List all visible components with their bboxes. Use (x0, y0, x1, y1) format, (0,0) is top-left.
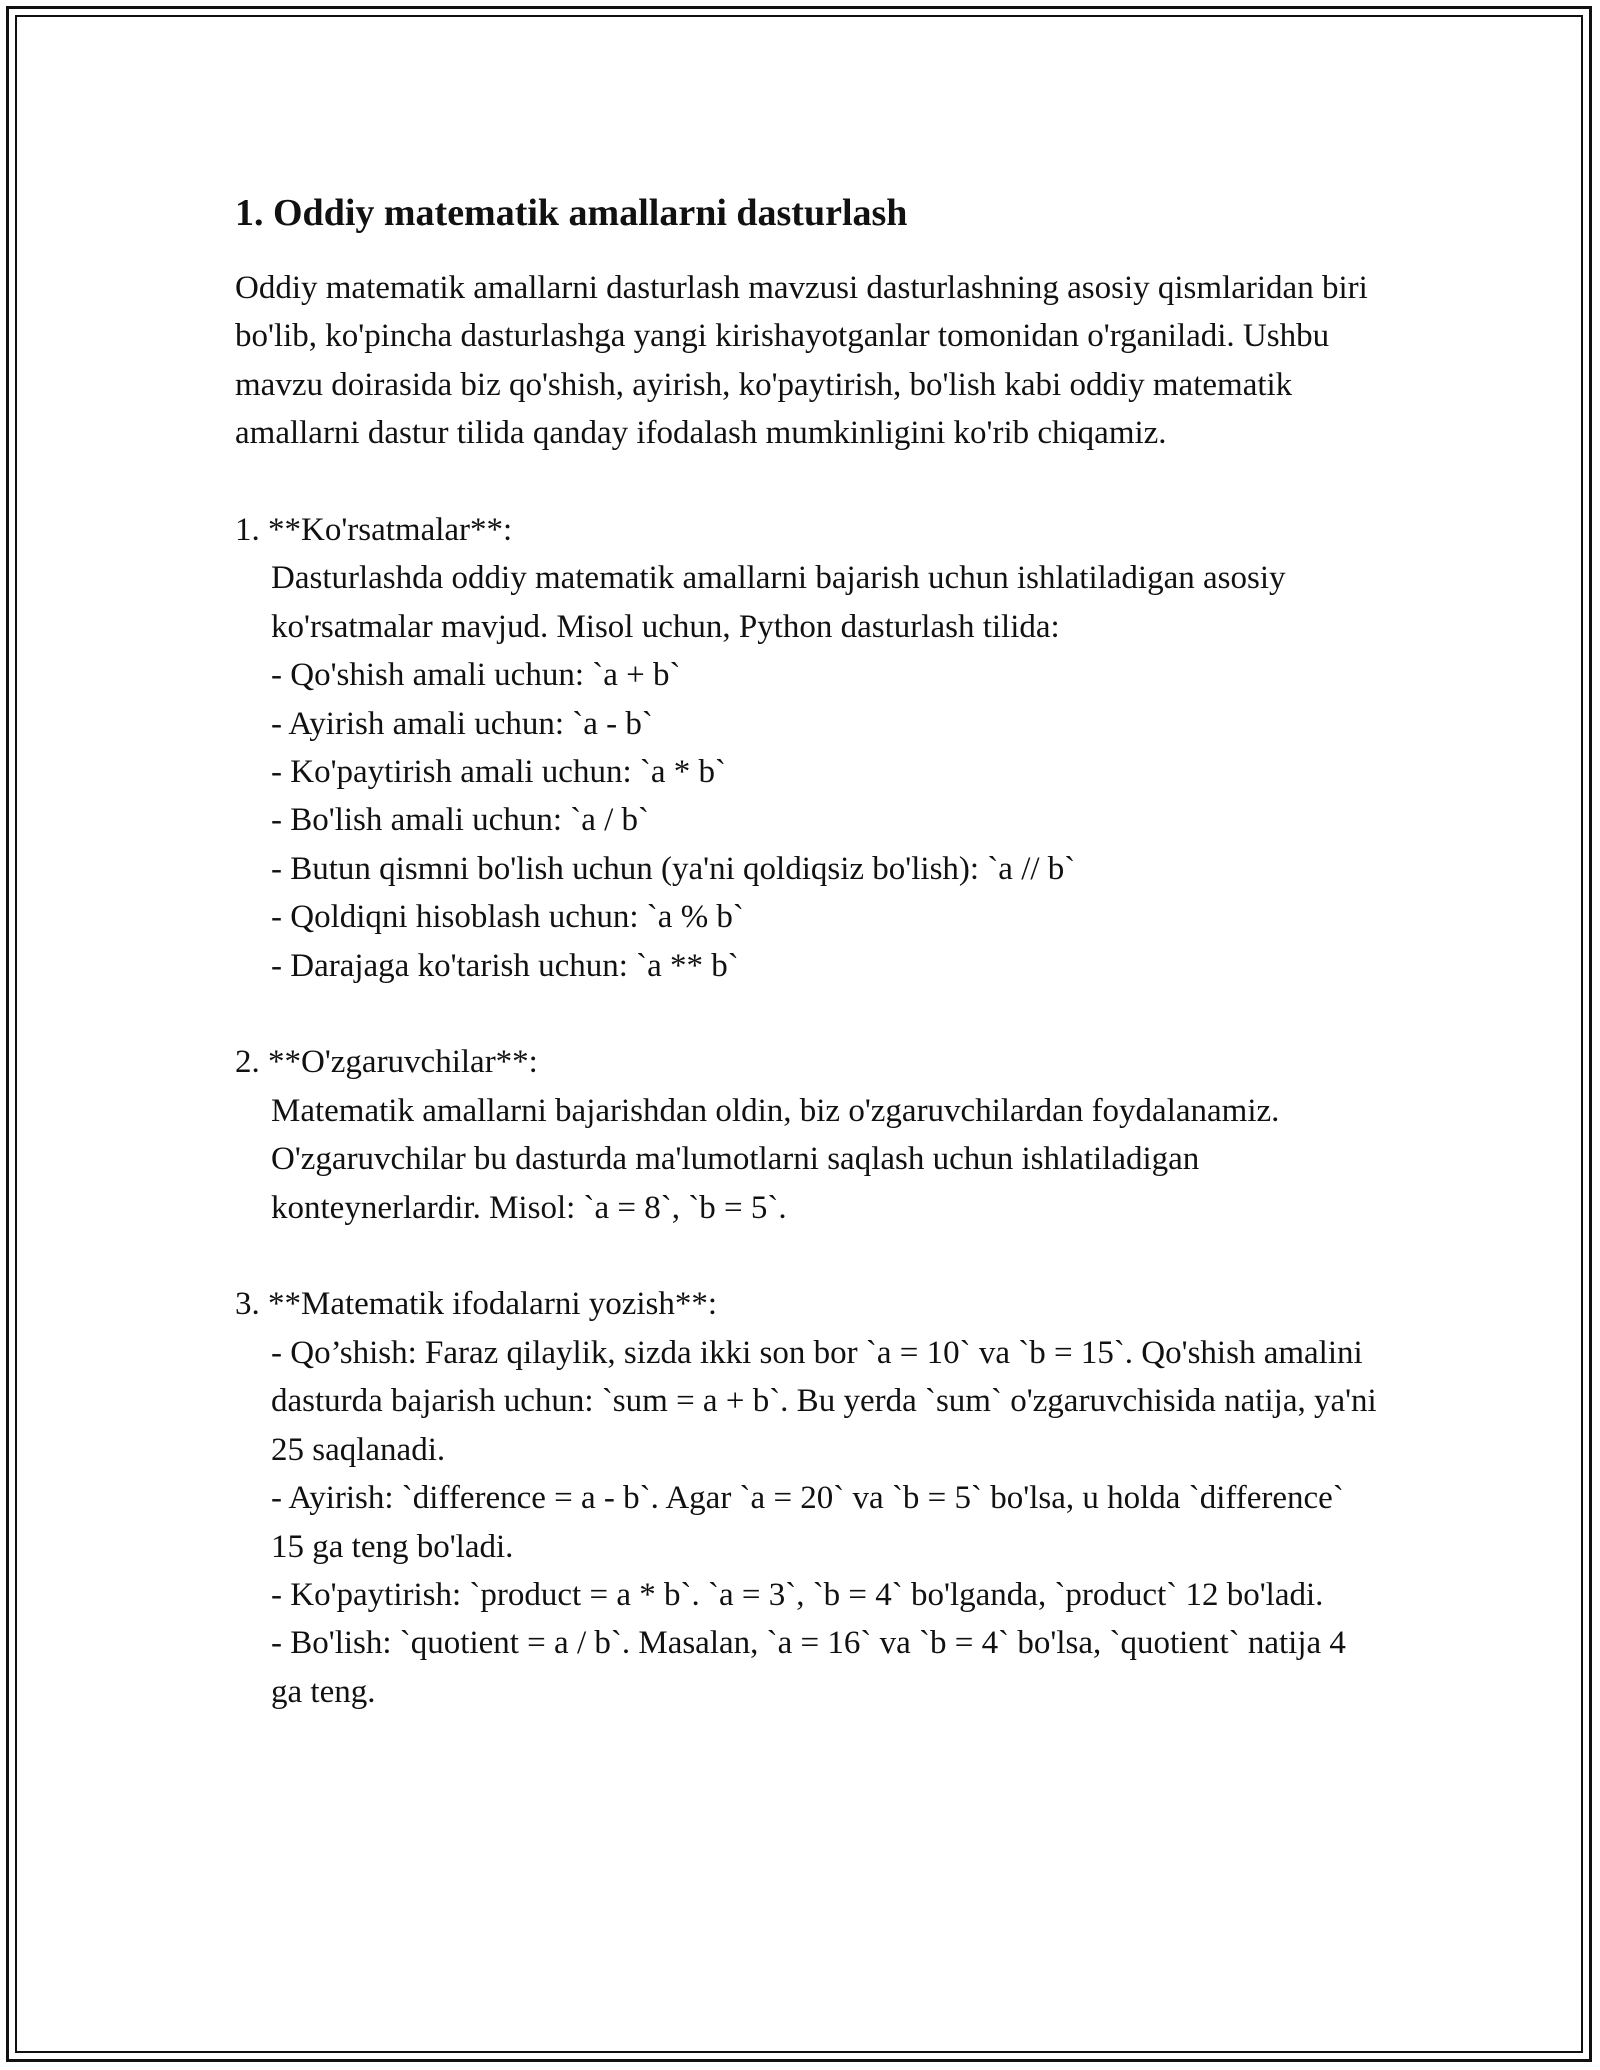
section-1-item: - Qo'shish amali uchun: `a + b` (271, 657, 681, 694)
section-1-text: Dasturlashda oddiy matematik amallarni bajarish uchun ishlatiladigan asosiy ko'rsatmalar mavjud. Misol uchun, Python dasturlash tilida: (271, 560, 1286, 645)
section-3-heading: 3. **Matematik ifodalarni yozish**: (235, 1286, 718, 1323)
section-1-item: - Darajaga ko'tarish uchun: `a ** b` (271, 947, 739, 984)
section-1-item: - Butun qismni bo'lish uchun (ya'ni qoldiqsiz bo'lish): `a // b` (271, 850, 1076, 887)
section-3-item: - Ko'paytirish: `product = a * b`. `a = 3`, `b = 4` bo'lganda, `product` 12 bo'ladi. (271, 1576, 1324, 1613)
document-body (235, 188, 1385, 1716)
section-3-item: - Ayirish: `difference = a - b`. Agar `a = 20` va `b = 5` bo'lsa, u holda `difference` 15 ga teng bo'ladi. (271, 1480, 1344, 1565)
section-3-item: - Qo’shish: Faraz qilaylik, sizda ikki son bor `a = 10` va `b = 15`. Qo'shish amalini dasturda bajarish uchun: `sum = a + b`. Bu yerda `sum` o'zgaruvchisida natija, ya'ni 25 saqlanadi. (271, 1334, 1377, 1468)
intro-paragraph: Oddiy matematik amallarni dasturlash mavzusi dasturlashning asosiy qismlaridan biri bo'lib, ko'pincha dasturlashga yangi kirishayotganlar tomonidan o'rganiladi. Ushbu mavzu doirasida biz qo'shish, ayirish, ko'paytirish, bo'lish kabi oddiy matematik amallarni dastur tilida qanday ifodalash mumkinligini ko'rib chiqamiz. (235, 270, 1368, 452)
page-title: 1. Oddiy matematik amallarni dasturlash (235, 192, 908, 234)
section-1-item: - Ko'paytirish amali uchun: `a * b` (271, 754, 726, 791)
section-1-heading: 1. **Ko'rsatmalar**: (235, 512, 513, 549)
section-2-text: Matematik amallarni bajarishdan oldin, biz o'zgaruvchilardan foydalanamiz. O'zgaruvchilar bu dasturda ma'lumotlarni saqlash uchun ishlatiladigan konteynerlardir. Misol: `a = 8`, `b = 5`. (271, 1092, 1280, 1226)
spacer (235, 458, 1385, 506)
section-3-item: - Bo'lish: `quotient = a / b`. Masalan, `a = 16` va `b = 4` bo'lsa, `quotient` natija 4 ga teng. (271, 1625, 1346, 1710)
section-1-item: - Bo'lish amali uchun: `a / b` (271, 802, 650, 839)
section-1-item: - Qoldiqni hisoblash uchun: `a % b` (271, 899, 744, 936)
section-2-heading: 2. **O'zgaruvchilar**: (235, 1044, 538, 1081)
section-1-item: - Ayirish amali uchun: `a - b` (271, 705, 653, 742)
spacer (235, 1232, 1385, 1280)
spacer (235, 990, 1385, 1038)
